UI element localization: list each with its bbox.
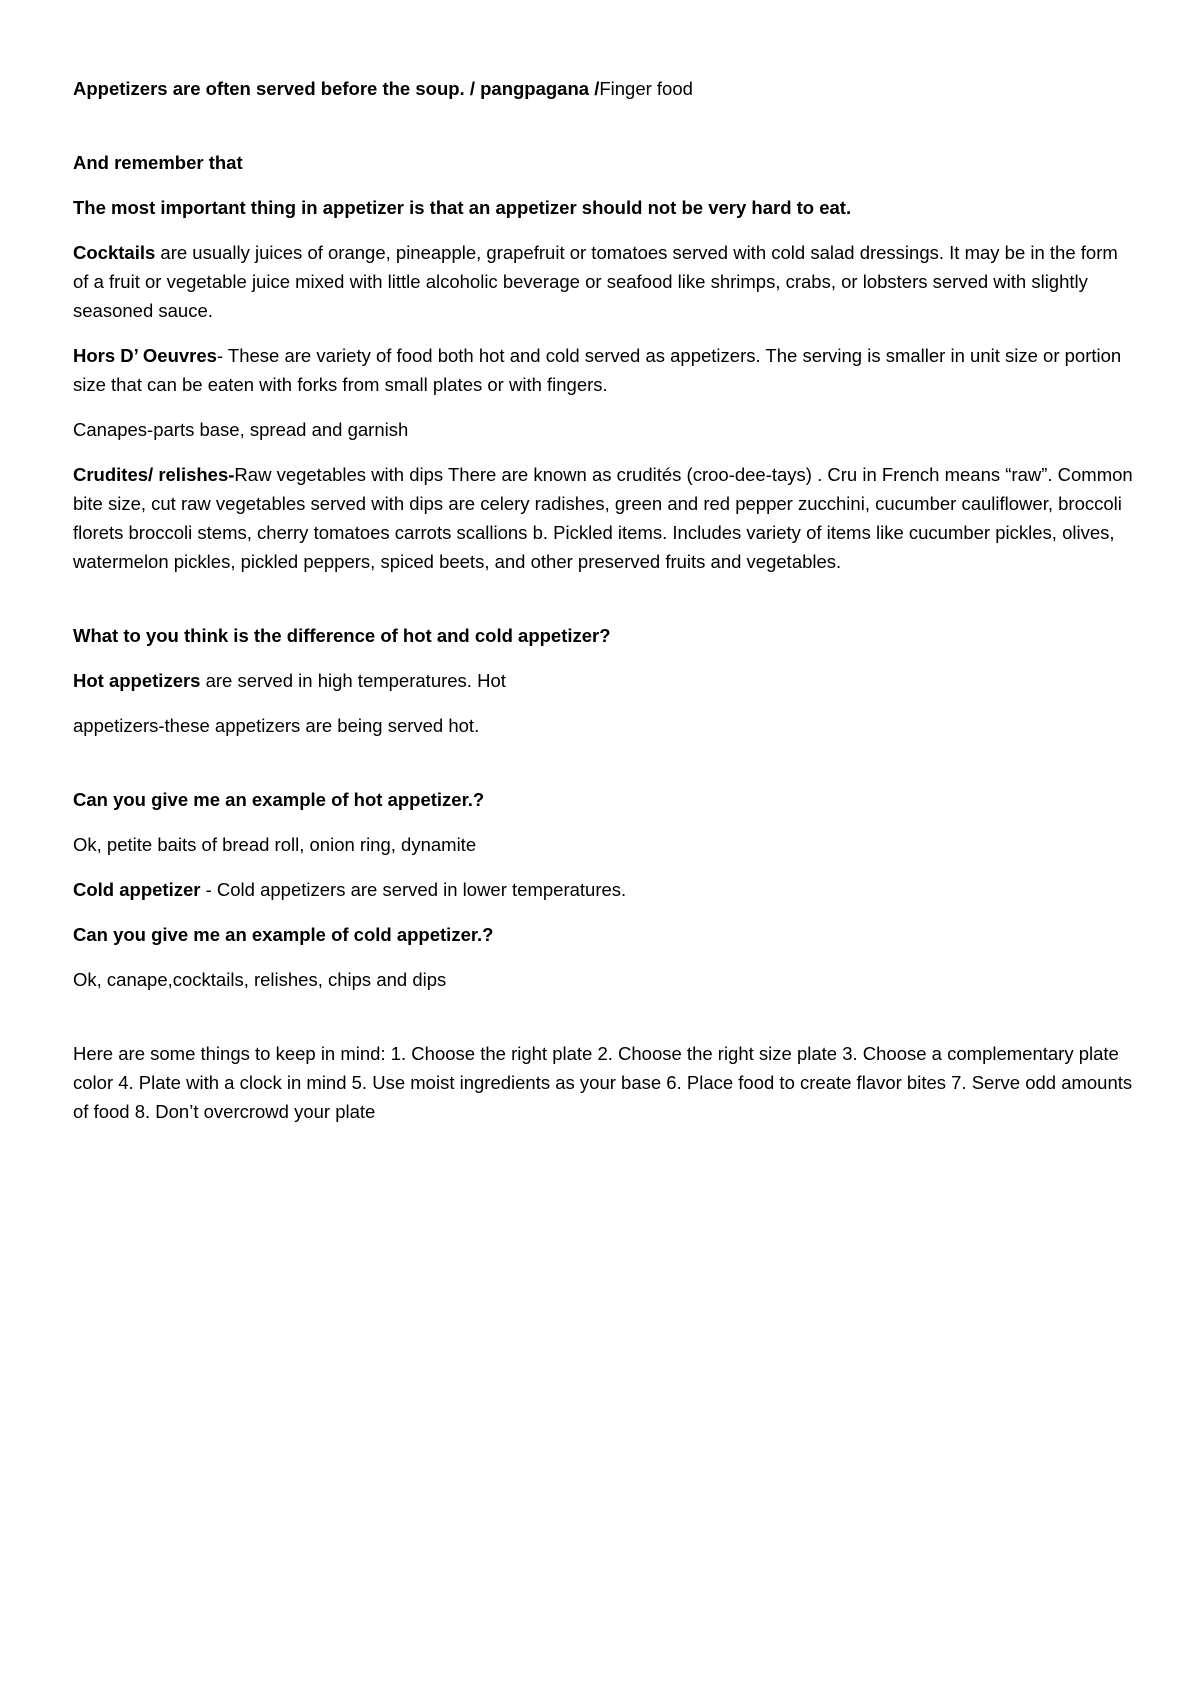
- question-cold-example: Can you give me an example of cold appetizer.?: [73, 924, 494, 945]
- plating-tips-paragraph: Here are some things to keep in mind: 1. Choose the right plate 2. Choose the right size plate 3. Choose a complementary plate color 4. Plate with a clock in mind 5. Use moist ingredients as your base 6. Place food to create flavor bites 7. Serve odd amounts of food 8. Don’t overcrowd your plate: [73, 1043, 1133, 1122]
- remember-line: And remember that: [73, 152, 243, 173]
- cold-appetizer-term: Cold appetizer: [73, 879, 201, 900]
- hot-appetizers-term: Hot appetizers: [73, 670, 201, 691]
- hors-doeuvres-text: - These are variety of food both hot and cold served as appetizers. The serving is smaller in unit size or portion size that can be eaten with forks from small plates or with fingers.: [73, 345, 1122, 395]
- crudites-term: Crudites/ relishes-: [73, 464, 235, 485]
- hors-doeuvres-paragraph: [73, 341, 1133, 399]
- important-thing-line: The most important thing in appetizer is that an appetizer should not be very hard to eat.: [73, 197, 852, 218]
- answer-hot-example: Ok, petite baits of bread roll, onion ring, dynamite: [73, 834, 477, 855]
- question-hot-example: Can you give me an example of hot appetizer.?: [73, 789, 485, 810]
- hot-appetizers-text: are served in high temperatures. Hot: [200, 670, 506, 691]
- cocktails-text: are usually juices of orange, pineapple, grapefruit or tomatoes served with cold salad dressings. It may be in the form of a fruit or vegetable juice mixed with little alcoholic beverage or seafood like shrimps, crabs, or lobsters served with slightly seasoned sauce.: [73, 242, 1118, 321]
- cocktails-term: Cocktails: [73, 242, 156, 263]
- document-body: [73, 74, 1133, 1142]
- cold-appetizer-text: - Cold appetizers are served in lower temperatures.: [200, 879, 627, 900]
- crudites-text: Raw vegetables with dips There are known as crudités (croo-dee-tays) . Cru in French means “raw”. Common bite size, cut raw vegetables served with dips are celery radishes, green and red pepper zucchini, cucumber cauliflower, broccoli florets broccoli stems, cherry tomatoes carrots scallions b. Pickled items. Includes variety of items like cucumber pickles, olives, watermelon pickles, pickled peppers, spiced beets, and other preserved fruits and vegetables.: [73, 464, 1133, 572]
- hot-appetizers-line-2: appetizers-these appetizers are being served hot.: [73, 715, 480, 736]
- cocktails-paragraph: [73, 238, 1133, 325]
- canapes-line: Canapes-parts base, spread and garnish: [73, 419, 409, 440]
- answer-cold-example: Ok, canape,cocktails, relishes, chips and dips: [73, 969, 447, 990]
- intro-line: [73, 74, 1133, 103]
- crudites-paragraph: [73, 460, 1133, 576]
- question-hot-cold-difference: What to you think is the difference of hot and cold appetizer?: [73, 625, 611, 646]
- hors-doeuvres-term: Hors D’ Oeuvres: [73, 345, 217, 366]
- hot-appetizers-line: [73, 666, 1133, 695]
- cold-appetizer-line: [73, 875, 1133, 904]
- intro-normal: Finger food: [599, 78, 693, 99]
- intro-bold: Appetizers are often served before the soup. / pangpagana /: [73, 78, 600, 99]
